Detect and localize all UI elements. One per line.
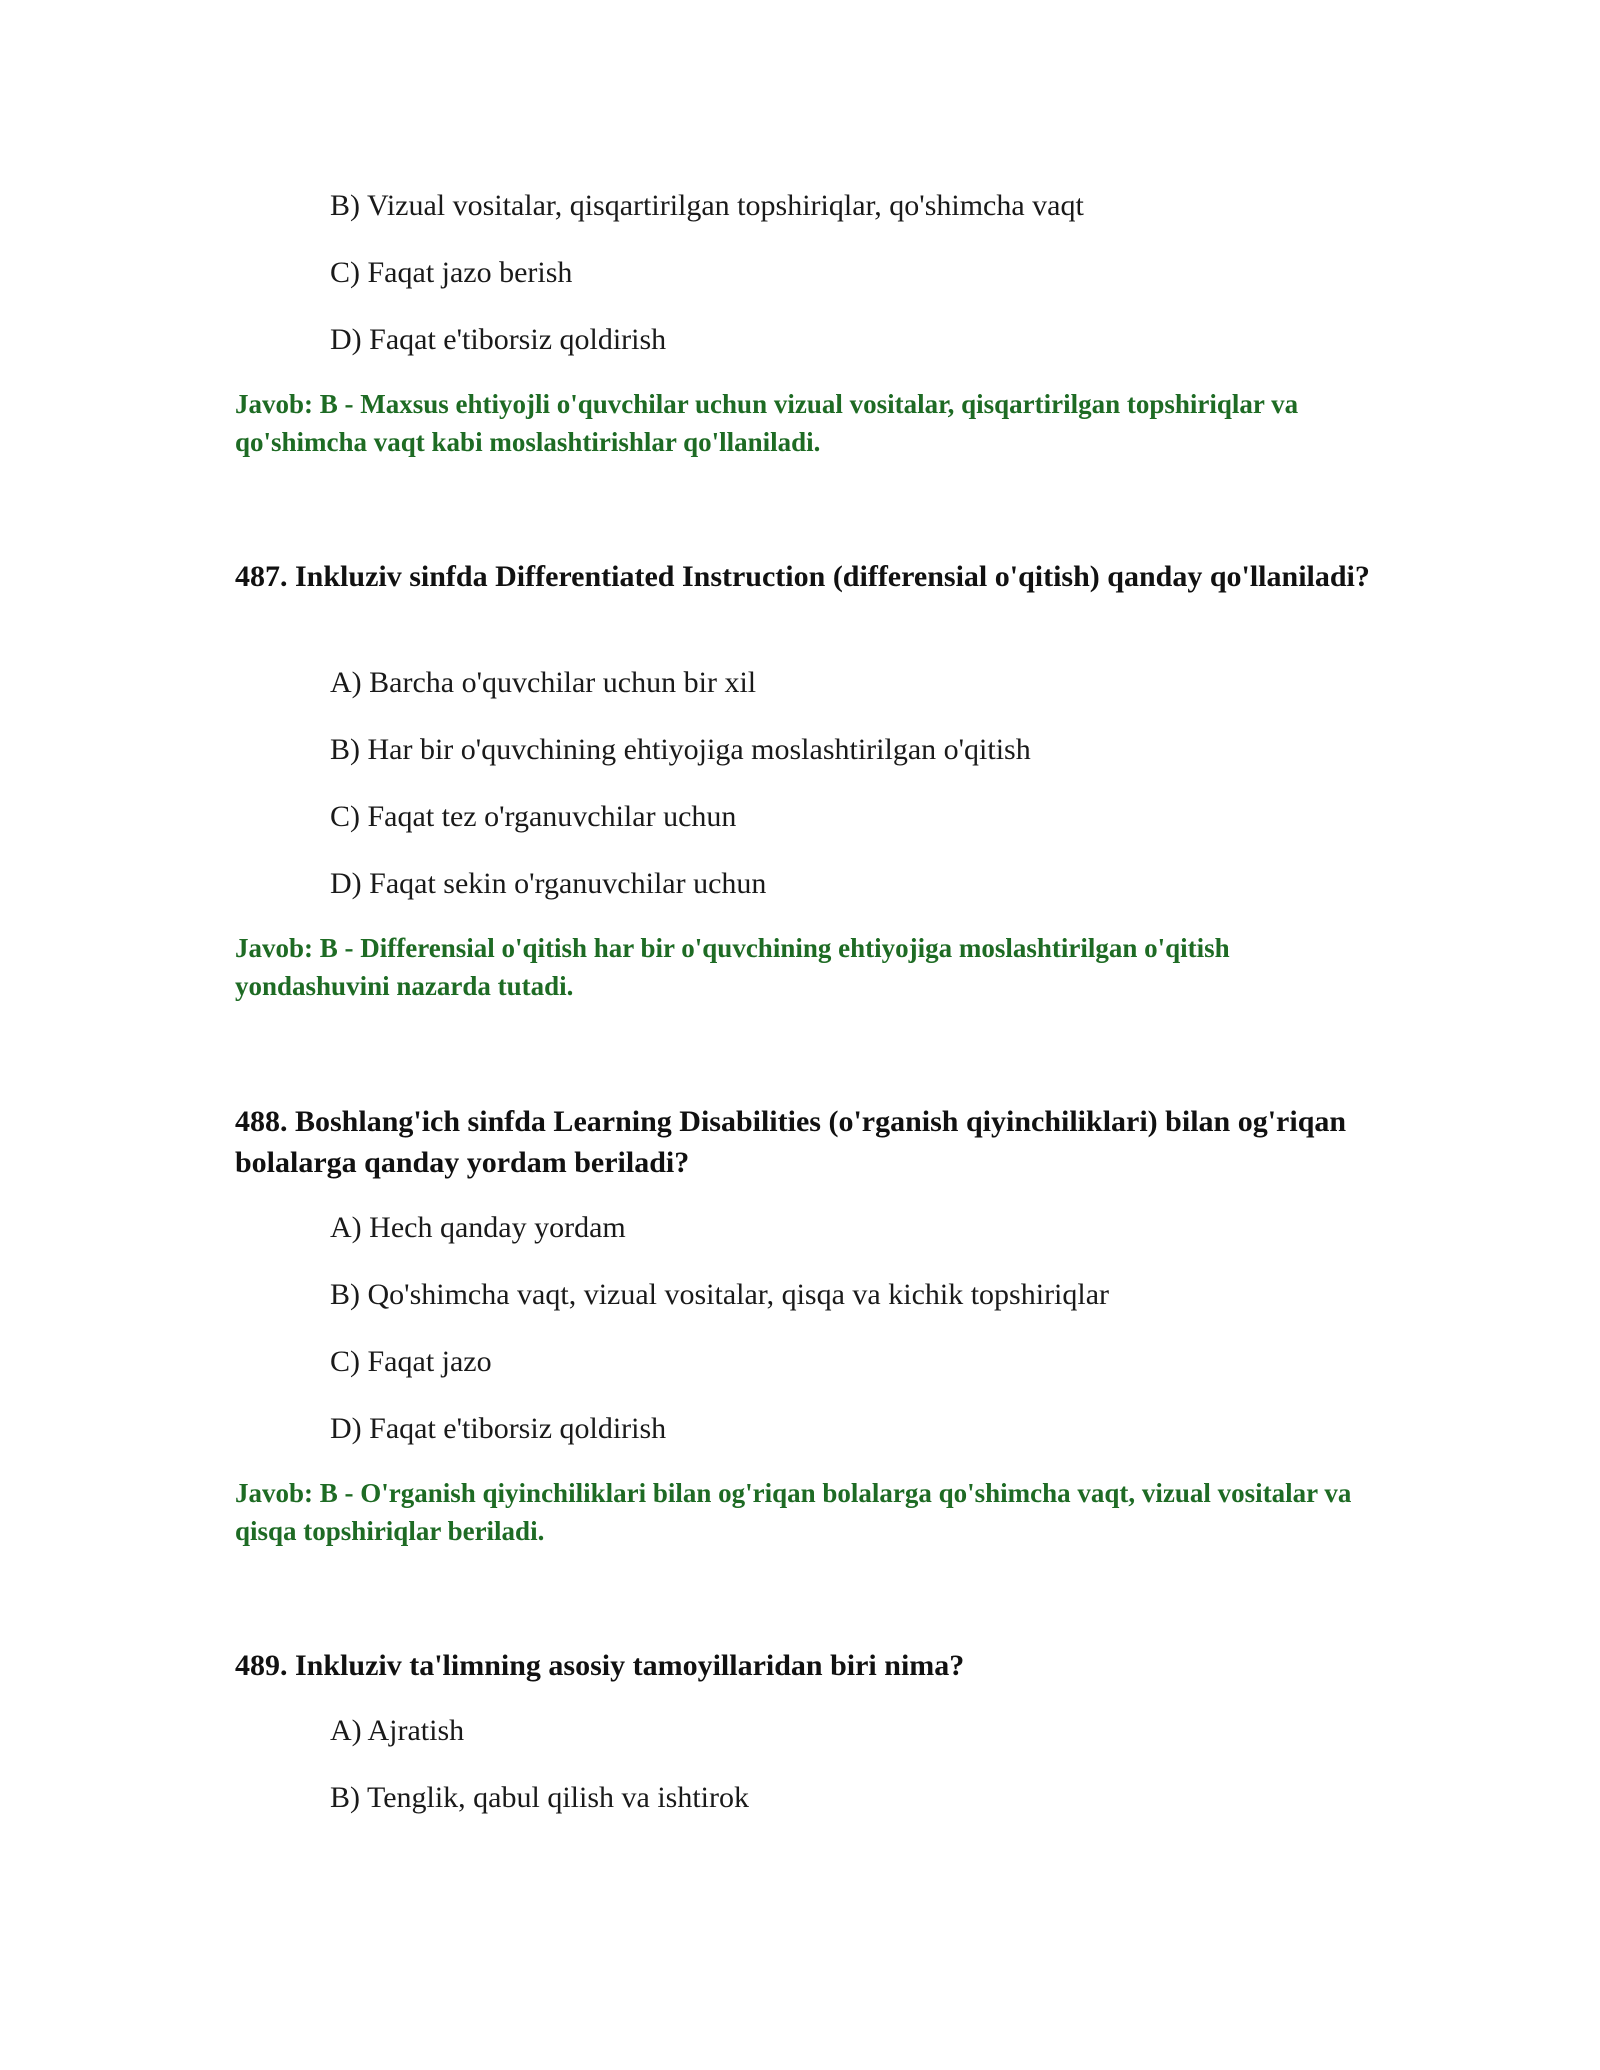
question-488: 488. Boshlang'ich sinfda Learning Disabilities (o'rganish qiyinchiliklari) bilan og'riqan bolalarga qanday yordam beriladi?: [235, 1105, 1347, 1179]
option-488-c: C) Faqat jazo: [330, 1345, 492, 1378]
option-487-b: B) Har bir o'quvchining ehtiyojiga moslashtirilgan o'qitish: [330, 733, 1031, 766]
option-489-a: A) Ajratish: [330, 1714, 465, 1747]
option-487-d: D) Faqat sekin o'rganuvchilar uchun: [330, 867, 767, 900]
answer-487: Javob: B - Differensial o'qitish har bir o'quvchining ehtiyojiga moslashtirilgan o'qitish yondashuvini nazarda tutadi.: [235, 933, 1230, 1001]
answer-488: Javob: B - O'rganish qiyinchiliklari bilan og'riqan bolalarga qo'shimcha vaqt, vizual vositalar va qisqa topshiriqlar beriladi.: [235, 1478, 1352, 1546]
option-488-a: A) Hech qanday yordam: [330, 1211, 626, 1244]
option-488-b: B) Qo'shimcha vaqt, vizual vositalar, qisqa va kichik topshiriqlar: [330, 1278, 1110, 1311]
option-489-b: B) Tenglik, qabul qilish va ishtirok: [330, 1781, 749, 1814]
option-486-b: B) Vizual vositalar, qisqartirilgan topshiriqlar, qo'shimcha vaqt: [330, 189, 1084, 222]
answer-486: Javob: B - Maxsus ehtiyojli o'quvchilar uchun vizual vositalar, qisqartirilgan topshiriqlar va qo'shimcha vaqt kabi moslashtirishlar qo'llaniladi.: [235, 389, 1299, 457]
option-488-d: D) Faqat e'tiborsiz qoldirish: [330, 1412, 667, 1445]
option-486-d: D) Faqat e'tiborsiz qoldirish: [330, 323, 667, 356]
question-487: 487. Inkluziv sinfda Differentiated Instruction (differensial o'qitish) qanday qo'llaniladi?: [235, 560, 1370, 593]
option-486-c: C) Faqat jazo berish: [330, 256, 573, 289]
option-487-c: C) Faqat tez o'rganuvchilar uchun: [330, 800, 737, 833]
question-489: 489. Inkluziv ta'limning asosiy tamoyillaridan biri nima?: [235, 1649, 965, 1682]
option-487-a: A) Barcha o'quvchilar uchun bir xil: [330, 666, 757, 699]
